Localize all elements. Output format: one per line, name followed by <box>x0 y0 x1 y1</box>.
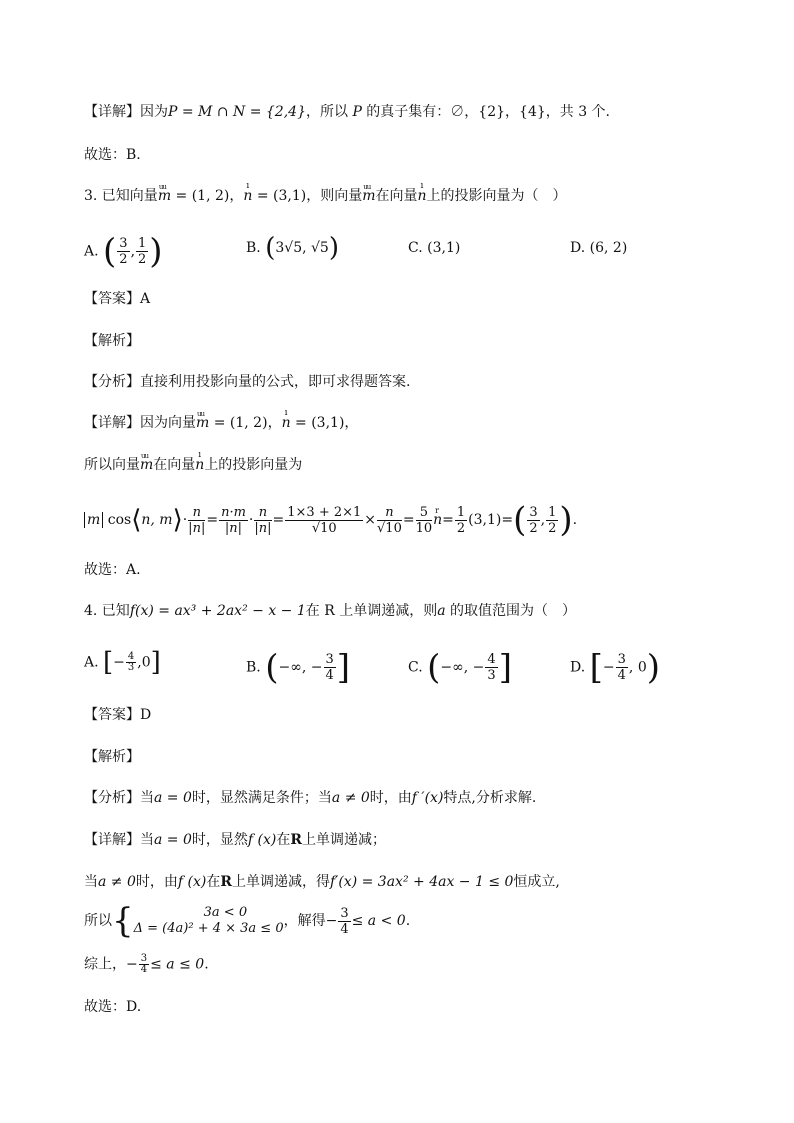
math-expr: (6, 2) <box>589 240 628 256</box>
vector-n: ı n <box>195 455 204 475</box>
math-var: R <box>290 832 302 848</box>
math-expr: 0 <box>141 654 151 671</box>
vector-n: ı n <box>282 413 291 433</box>
text: 的取值范围为（ ） <box>445 603 577 619</box>
math-expr: 3√5, √5 <box>275 240 329 256</box>
text: ，则向量 <box>306 188 363 204</box>
q4-option-c <box>408 647 512 688</box>
fraction: $\frac{3}{2}$ <box>119 236 128 267</box>
math-var: a <box>437 603 446 619</box>
math-expr: = (3,1) <box>252 188 307 204</box>
fraction: $\frac{5}{10}$ <box>415 504 433 536</box>
text: 【详解】因为向量 <box>84 415 196 431</box>
fraction: $\frac{1\times 3 + 2\times 1}{√10}$ <box>287 504 362 536</box>
vector-n: r n <box>433 500 442 540</box>
math-var: P <box>352 104 362 120</box>
q4-option-b <box>246 647 351 688</box>
paren: ) <box>559 500 573 540</box>
option-label: D. <box>570 659 586 676</box>
q4-option-d <box>570 647 660 688</box>
angle-bracket: ⟨ <box>131 505 142 535</box>
vector-n: ı n <box>243 186 252 206</box>
text: 时，由 <box>135 874 178 890</box>
q3-option-d <box>570 238 627 258</box>
q4-answer: 【答案】D <box>84 707 152 723</box>
math-expr: −∞, − <box>278 659 323 676</box>
fraction: $\frac{3}{4}$ <box>325 652 334 683</box>
vector-n: ı n <box>418 186 427 206</box>
math-expr: = (3,1) <box>290 415 345 431</box>
text: 时，由 <box>369 790 412 806</box>
text: 所以 <box>84 913 112 929</box>
q4-guxuan: 故选：D. <box>84 999 142 1015</box>
q3-formula: m cos⟨n, m⟩· $\frac{n}{|n|}$ = $\frac{n\cdot m}{|n|}$ · $\frac{n}{|n|}$ = $\frac{1\times 3 + 2\times 1}{√10}$ × $\frac{n}{√10}$ = $\frac{5}{10}$ r n= $\frac{1}{2}$ (3,1)=( $\frac{3}{2}$ , $\frac{1}{2}$ ). <box>84 500 577 540</box>
q3-option-c <box>408 238 460 258</box>
option-label: A. <box>84 654 99 671</box>
text: 恒成立, <box>513 874 560 890</box>
text: 【详解】当 <box>84 832 154 848</box>
q3-option-a: A. ( $\frac{3}{2}$ , $\frac{1}{2}$ ) <box>84 231 163 272</box>
math-expr: f ′(x) <box>411 790 444 806</box>
text: 上单调递减，得 <box>231 874 330 890</box>
fraction: $\frac{3}{4}$ <box>617 652 626 683</box>
fraction: $\frac{n\cdot m}{|n|}$ <box>221 504 246 536</box>
paren: ( <box>265 233 276 263</box>
text: cos <box>107 512 132 528</box>
xiangjie-line-1 <box>84 102 610 122</box>
text: 综上， <box>84 956 126 973</box>
fraction: $\frac{n}{√10}$ <box>377 504 402 536</box>
vector-m: uu m <box>196 413 209 433</box>
angle-bracket: ⟩ <box>172 505 183 535</box>
q3-option-b <box>246 233 339 263</box>
text: . <box>204 956 209 973</box>
text: 当 <box>84 874 98 890</box>
text: ，所以 <box>305 104 353 120</box>
q4-xiangjie <box>84 830 386 850</box>
math-expr: a ≠ 0 <box>331 790 370 806</box>
text: 时，显然 <box>191 832 248 848</box>
text: ， <box>229 188 244 204</box>
q3-suoyi <box>84 455 302 475</box>
paren: ) <box>646 647 660 688</box>
fraction: $\frac{n}{|n|}$ <box>254 504 272 536</box>
math-expr: (3,1) <box>468 512 502 528</box>
fraction: $\frac{4}{3}$ <box>487 652 496 683</box>
text: 4. 已知 <box>84 603 130 619</box>
math-expr: = (1, 2) <box>209 415 268 431</box>
vector-m: uu m <box>158 186 171 206</box>
math-expr: (3,1) <box>427 240 461 256</box>
q3-guxuan: 故选：A. <box>84 562 141 578</box>
vector-m: uu m <box>140 455 153 475</box>
bracket: [ <box>103 647 114 678</box>
text: 时，显然满足条件；当 <box>191 790 332 806</box>
math-expr: f (x) <box>247 832 277 848</box>
fraction: $\frac{3}{4}$ <box>340 905 349 937</box>
text: − <box>325 913 338 929</box>
q3-jiexi: 【解析】 <box>84 333 140 349</box>
q3-answer: 【答案】A <box>84 291 151 307</box>
text: 的真子集有：∅，{2}，{4}，共 3 个. <box>361 104 611 120</box>
math-expr: , 0 <box>628 659 647 676</box>
text: . <box>405 913 411 929</box>
q4-zongshang <box>84 954 209 975</box>
fraction: $\frac{1}{2}$ <box>138 236 147 267</box>
math-expr: ≤ a < 0 <box>351 913 406 929</box>
q3-xiangjie <box>84 413 358 433</box>
text: 在 <box>276 832 291 848</box>
paren: ( <box>513 500 527 540</box>
paren: ) <box>328 233 339 263</box>
text: 【分析】当 <box>84 790 154 806</box>
fraction: $\frac{1}{2}$ <box>548 504 557 536</box>
math-expr: P = M ∩ N = {2,4} <box>168 104 306 120</box>
math-expr: n, m <box>141 512 173 528</box>
math-expr: a ≠ 0 <box>98 874 136 890</box>
math-expr: = (1, 2) <box>171 188 230 204</box>
q4-stem <box>84 601 576 621</box>
system: 3a < 0 Δ = (4a)² + 4 × 3a ≤ 0 <box>133 905 284 936</box>
option-label: B. <box>246 659 261 676</box>
text: 在向量 <box>153 457 196 473</box>
text: ， <box>267 415 282 431</box>
fraction: $\frac{1}{2}$ <box>456 504 466 536</box>
math-expr: −∞, − <box>440 659 485 676</box>
q3-stem <box>84 186 567 206</box>
q4-option-a: A. [− $\frac{4}{3}$ ,0] <box>84 647 161 678</box>
text: ， <box>344 415 359 431</box>
paren: ( <box>265 647 279 688</box>
brace: { <box>112 901 134 941</box>
text: 上单调递减； <box>301 832 386 848</box>
option-label: D. <box>570 240 586 256</box>
fraction: $\frac{4}{3}$ <box>127 651 135 673</box>
bracket: ] <box>336 647 351 688</box>
q3-fenxi: 【分析】直接利用投影向量的公式，即可求得题答案. <box>84 374 411 390</box>
paren: ( <box>427 647 441 688</box>
text: 在向量 <box>375 188 418 204</box>
bracket: [ <box>589 647 603 688</box>
text: × <box>364 512 377 528</box>
text: ，解得 <box>283 913 326 929</box>
math-expr: a = 0 <box>154 832 192 848</box>
q4-jiexi: 【解析】 <box>84 749 140 765</box>
abs-m: m <box>84 512 103 528</box>
q4-fenxi <box>84 788 536 808</box>
q4-system-line <box>84 901 411 941</box>
fraction: $\frac{3}{4}$ <box>140 953 148 975</box>
math-expr: f(x) = ax³ + 2ax² − x − 1 <box>129 603 306 619</box>
bracket: ] <box>498 647 512 688</box>
vector-m: uu m <box>362 186 375 206</box>
text: − <box>602 659 615 676</box>
text: 所以向量 <box>84 457 140 473</box>
fraction: $\frac{n}{|n|}$ <box>188 504 206 536</box>
fraction: $\frac{3}{2}$ <box>529 504 538 536</box>
math-var: R <box>220 874 232 890</box>
text: 3. 已知向量 <box>84 188 158 204</box>
text: 特点,分析求解. <box>443 790 537 806</box>
text: 在 <box>206 874 221 890</box>
text: 上的投影向量为（ ） <box>426 188 567 204</box>
math-expr: f′(x) = 3ax² + 4ax − 1 ≤ 0 <box>329 874 514 890</box>
text: 在 R 上单调递减，则 <box>305 603 438 619</box>
guxuan-b: 故选：B. <box>84 147 141 163</box>
paren: ) <box>149 231 163 272</box>
text: − <box>126 956 138 973</box>
text: 上的投影向量为 <box>204 457 303 473</box>
option-label: B. <box>246 240 261 256</box>
bracket: ] <box>150 647 161 678</box>
option-label: C. <box>408 659 423 676</box>
math-expr: ≤ a ≤ 0 <box>150 956 205 973</box>
option-label: C. <box>408 240 423 256</box>
paren: ( <box>103 231 117 272</box>
math-expr: f (x) <box>177 874 207 890</box>
math-expr: a = 0 <box>154 790 192 806</box>
q4-line2 <box>84 872 560 892</box>
text: 【详解】因为 <box>84 104 168 120</box>
option-label: A. <box>84 243 99 260</box>
